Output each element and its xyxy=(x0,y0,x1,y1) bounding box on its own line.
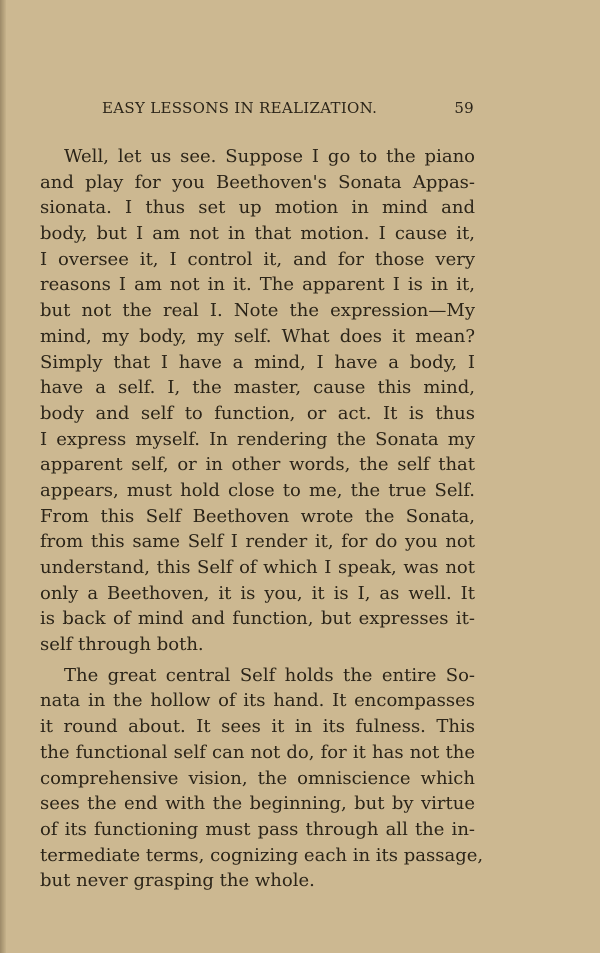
text-line: termediate terms, cognizing each in its passage, xyxy=(40,844,484,866)
text-line: Simply that I have a mind, I have a body, I xyxy=(40,351,475,373)
text-line: and play for you Beethoven's Sonata Appas- xyxy=(40,171,475,193)
text-line: but never grasping the whole. xyxy=(40,870,315,892)
text-line: self through both. xyxy=(40,634,204,656)
text-line: from this same Self I render it, for do you not xyxy=(40,531,475,553)
page-number: 59 xyxy=(454,99,474,117)
text-line: of its functioning must pass through all the in- xyxy=(40,818,475,840)
text-line: body and self to function, or act. It is thus xyxy=(40,402,475,424)
paragraph xyxy=(40,663,484,894)
text-line: body, but I am not in that motion. I cause it, xyxy=(40,223,475,245)
text-line: sees the end with the beginning, but by virtue xyxy=(40,793,475,815)
text-line: The great central Self holds the entire So- xyxy=(64,664,475,686)
running-title: EASY LESSONS IN REALIZATION. xyxy=(102,99,378,117)
text-line: apparent self, or in other words, the self that xyxy=(40,454,475,476)
text-line: mind, my body, my self. What does it mean? xyxy=(40,325,475,347)
text-line: sionata. I thus set up motion in mind and xyxy=(40,197,475,219)
text-line: but not the real I. Note the expression—My xyxy=(40,300,475,322)
text-line: From this Self Beethoven wrote the Sonata, xyxy=(40,505,475,527)
text-line: have a self. I, the master, cause this mind, xyxy=(40,377,475,399)
text-line: reasons I am not in it. The apparent I is in it, xyxy=(40,274,475,296)
text-line: comprehensive vision, the omniscience which xyxy=(40,767,475,789)
text-line: I oversee it, I control it, and for those very xyxy=(40,248,475,270)
text-line: I express myself. In rendering the Sonata my xyxy=(40,428,475,450)
text-line: is back of mind and function, but expresses it- xyxy=(40,608,475,630)
page-body xyxy=(40,144,484,894)
paragraph xyxy=(40,144,475,658)
page-edge xyxy=(0,0,6,953)
text-line: it round about. It sees it in its fulness. This xyxy=(40,716,475,738)
text-line: Well, let us see. Suppose I go to the piano xyxy=(64,146,475,167)
text-line: only a Beethoven, it is you, it is I, as well. It xyxy=(40,582,475,604)
text-line: understand, this Self of which I speak, was not xyxy=(40,557,475,578)
text-line: the functional self can not do, for it has not the xyxy=(40,741,475,763)
text-line: nata in the hollow of its hand. It encompasses xyxy=(40,690,475,712)
running-header xyxy=(102,99,474,117)
text-line: appears, must hold close to me, the true Self. xyxy=(40,479,475,501)
